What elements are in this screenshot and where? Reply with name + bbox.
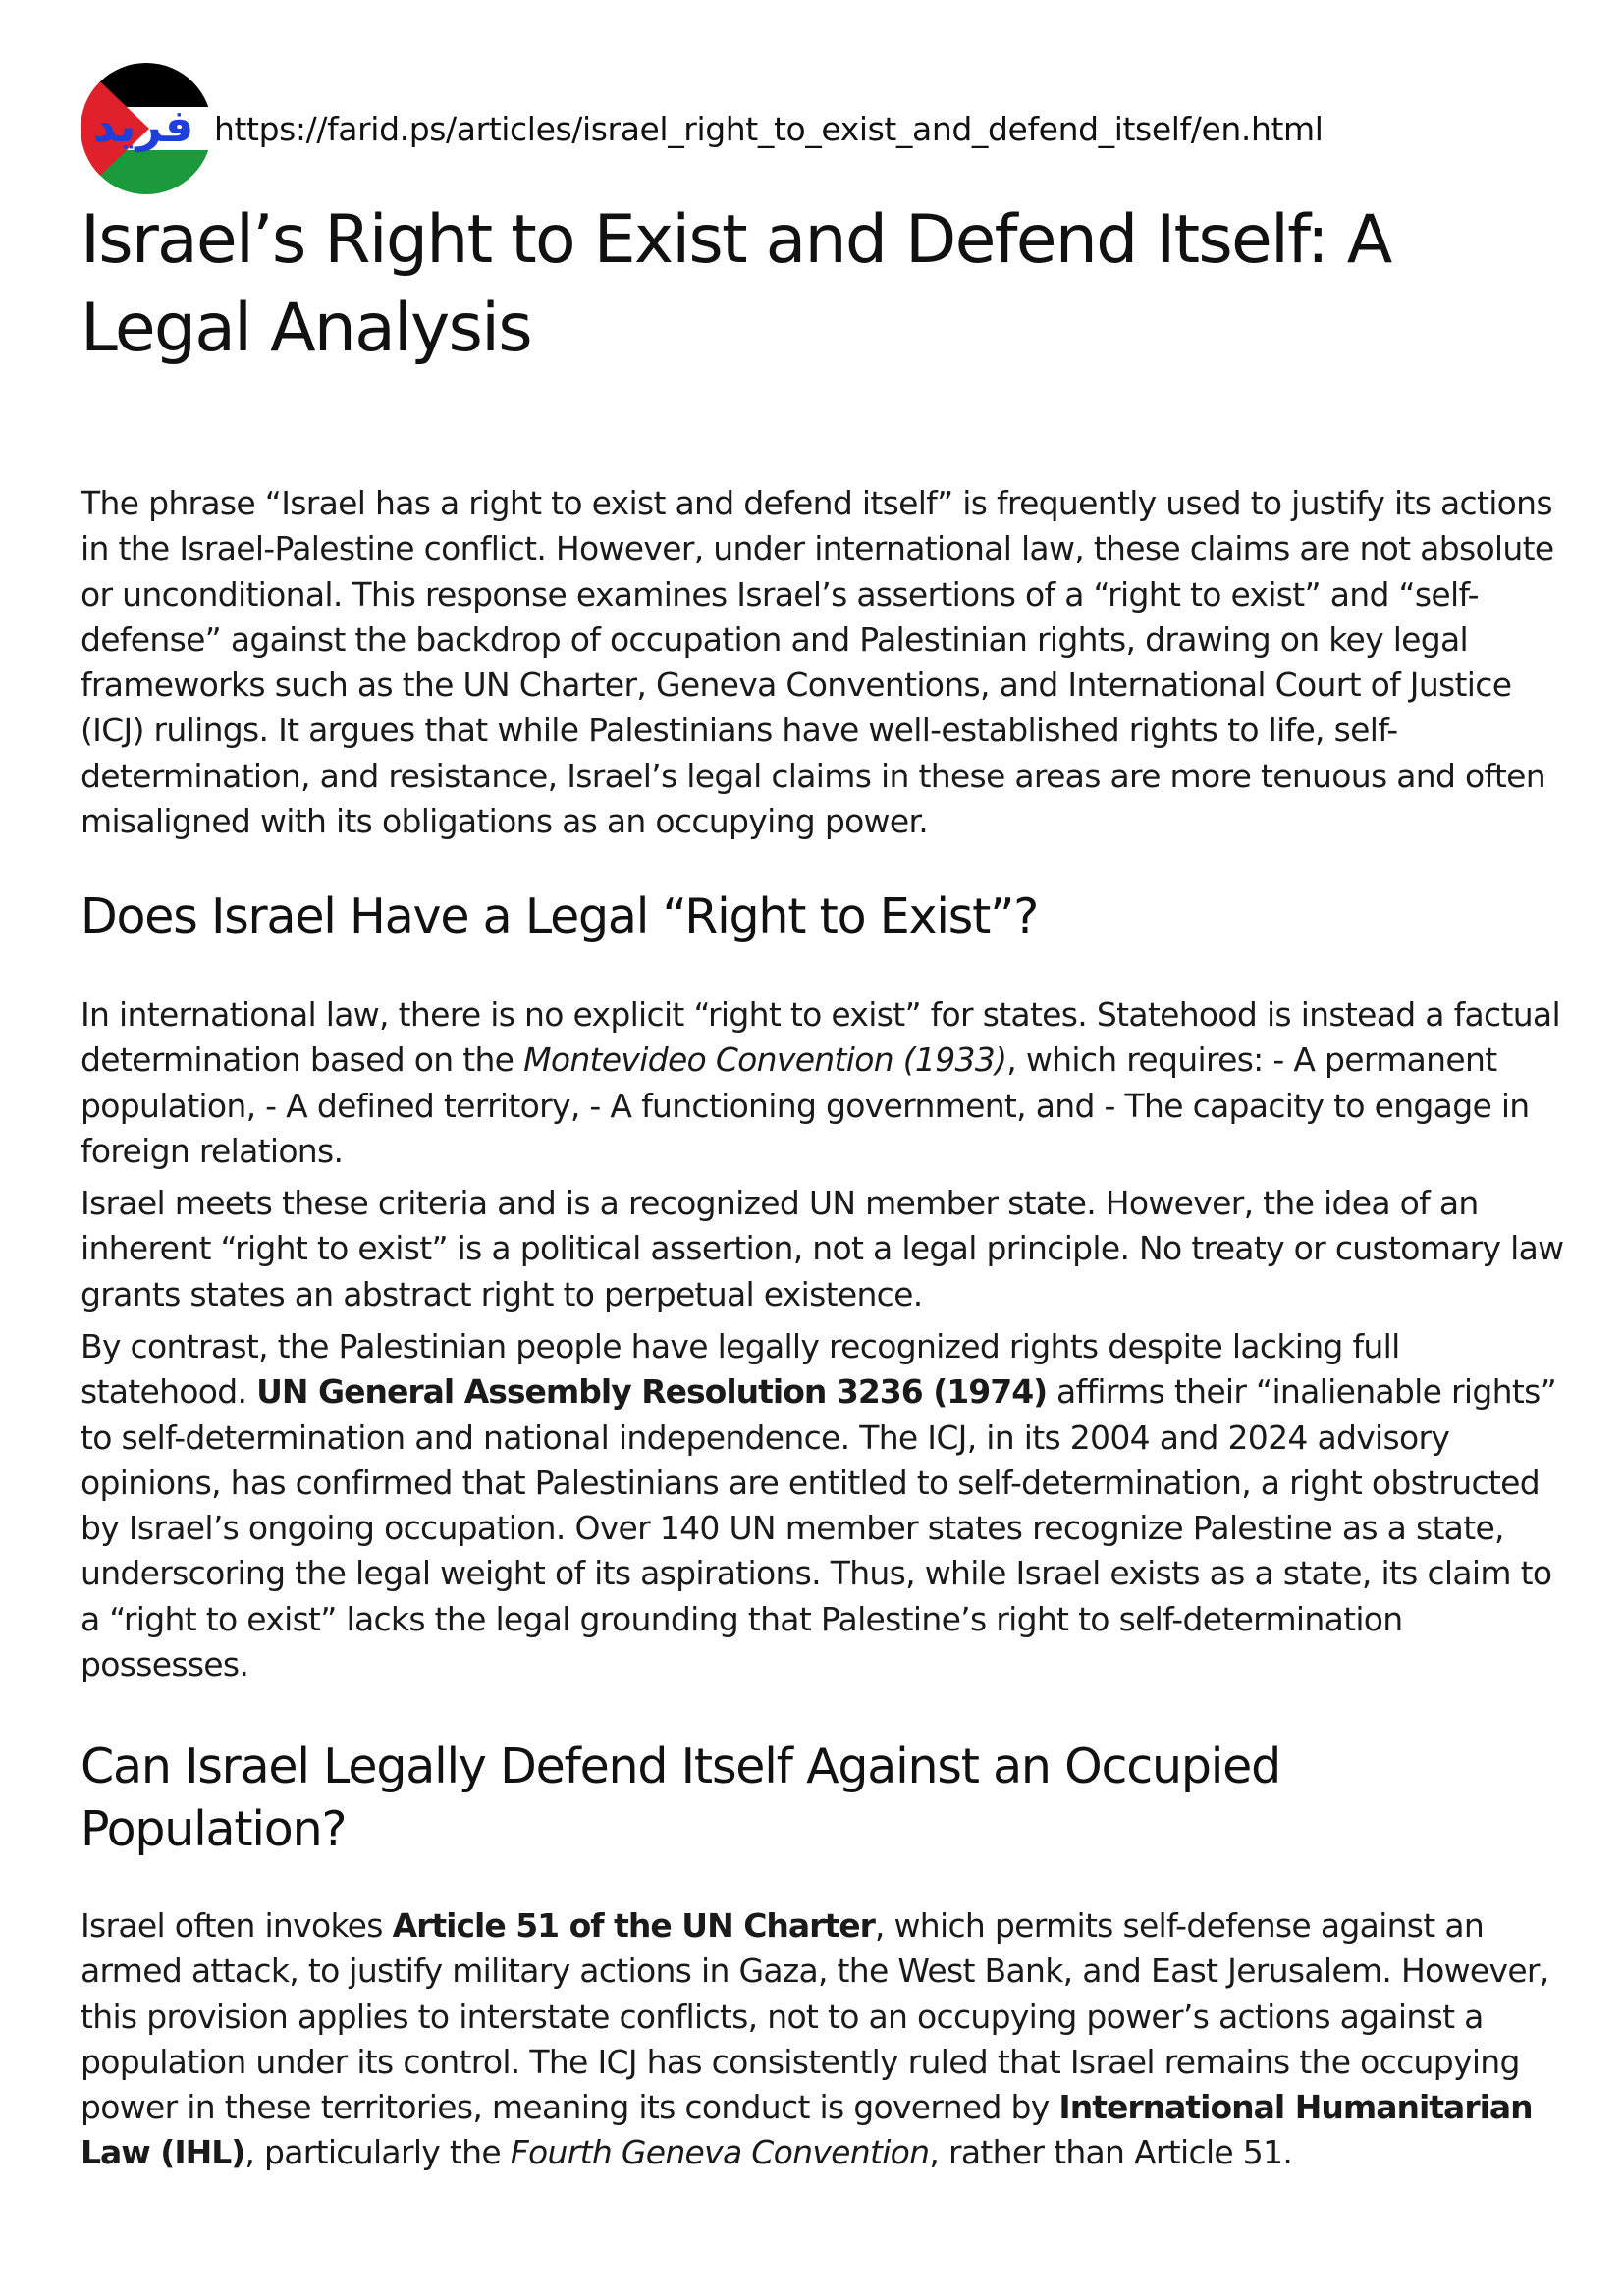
- text-run: In international law, there is no explicit “right to exist” for states. Statehood is instead a factual determination based on the: [81, 995, 1560, 1080]
- text-run: , particularly the: [244, 2133, 511, 2172]
- farid-logo-icon: [81, 63, 212, 194]
- section2-paragraph-1: [81, 1903, 1573, 2176]
- section1-paragraph-2: Israel meets these criteria and is a recognized UN member state. However, the idea of an inherent “right to exist” is a political assertion, not a legal principle. No treaty or customary law grants states an abstract right to perpetual existence.: [81, 1184, 1564, 1313]
- bold-run: UN General Assembly Resolution 3236 (1974): [256, 1372, 1048, 1412]
- text-run: affirms their “inalienable rights” to self-determination and national independence. The ICJ, in its 2004 and 2024 advisory opinions, has confirmed that Palestinians are entitled to self-determination, a right obstructed by Israel’s ongoing occupation. Over 140 UN member states recognize Palestine as a state, underscoring the legal weight of its aspirations. Thus, while Israel exists as a state, its claim to a “right to exist” lacks the legal grounding that Palestine’s right to self-determination possesses.: [81, 1372, 1556, 1684]
- italic-run: Montevideo Convention (1933): [523, 1041, 1007, 1080]
- bold-run: International Humanitarian Law (IHL): [81, 2088, 1533, 2172]
- text-run: By contrast, the Palestinian people have legally recognized rights despite lacking full statehood.: [81, 1327, 1400, 1412]
- text-run: , rather than Article 51.: [929, 2133, 1293, 2172]
- text-run: Israel often invokes: [81, 1906, 393, 1945]
- text-run: , which permits self-defense against an armed attack, to justify military actions in Gaza, the West Bank, and East Jerusalem. However, this provision applies to interstate conflicts, not to an occupying power’s actions against a population under its control. The ICJ has consistently ruled that Israel remains the occupying power in these territories, meaning its conduct is governed by: [81, 1906, 1549, 2127]
- italic-run: Fourth Geneva Convention: [510, 2133, 930, 2172]
- intro-paragraph: The phrase “Israel has a right to exist and defend itself” is frequently used to justify its actions in the Israel-Palestine conflict. However, under international law, these claims are not absolute or unconditional. This response examines Israel’s assertions of a “right to exist” and “self-defense” against the backdrop of occupation and Palestinian rights, drawing on key legal frameworks such as the UN Charter, Geneva Conventions, and International Court of Justice (ICJ) rulings. It argues that while Palestinians have well-established rights to life, self-determination, and resistance, Israel’s legal claims in these areas are more tenuous and often misaligned with its obligations as an occupying power.: [81, 484, 1554, 841]
- logo-text: فريد: [92, 99, 194, 152]
- document-page: [81, 63, 1564, 2172]
- section2-heading: Can Israel Legally Defend Itself Against an Occupied Population?: [81, 1738, 1281, 1857]
- article-title: Israel’s Right to Exist and Defend Itself: A Legal Analysis: [81, 201, 1391, 367]
- page-header: [81, 63, 1553, 198]
- bold-run: Article 51 of the UN Charter: [392, 1906, 875, 1945]
- text-run: , which requires: - A permanent population, - A defined territory, - A functioning government, and - The capacity to engage in foreign relations.: [81, 1041, 1530, 1170]
- section1-paragraph-3: [81, 1324, 1573, 1687]
- section1-heading: Does Israel Have a Legal “Right to Exist”?: [81, 888, 1039, 944]
- page-url[interactable]: https://farid.ps/articles/israel_right_to_exist_and_defend_itself/en.html: [214, 110, 1324, 148]
- section1-paragraph-1: [81, 992, 1573, 1174]
